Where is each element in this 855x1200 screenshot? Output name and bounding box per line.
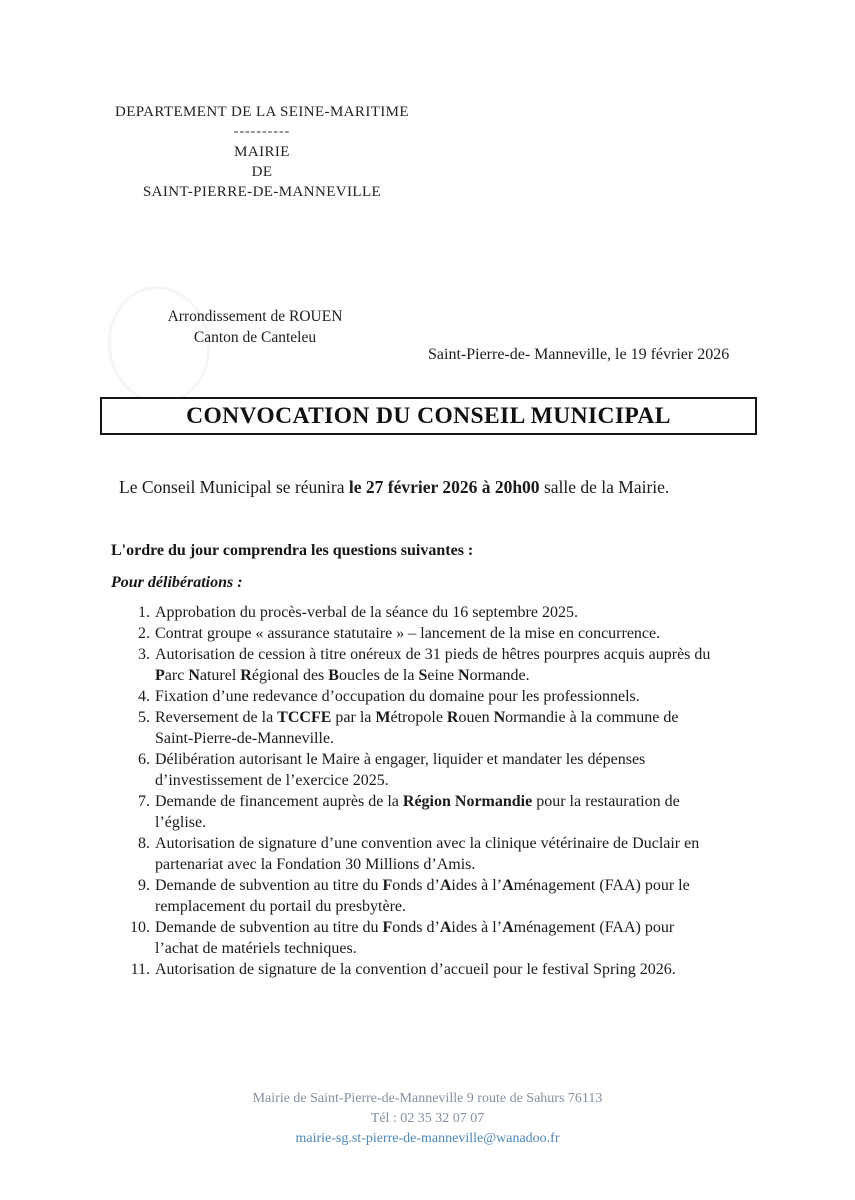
footer-address: Mairie de Saint-Pierre-de-Manneville 9 route de Sahurs 76113 — [252, 1091, 603, 1106]
document-title: CONVOCATION DU CONSEIL MUNICIPAL — [186, 402, 671, 429]
agenda-item-number: 9. — [138, 877, 150, 894]
agenda-item-line: remplacement du portail du presbytère. — [155, 898, 407, 915]
agenda-item-number: 1. — [138, 604, 150, 621]
letterhead-commune: SAINT-PIERRE-DE-MANNEVILLE — [142, 184, 382, 200]
agenda-item-line: Demande de financement auprès de la Région Normandie pour la restauration de — [155, 793, 680, 810]
agenda-heading: L'ordre du jour comprendra les questions suivantes : — [111, 542, 474, 559]
agenda-item — [128, 917, 778, 959]
agenda-item-line: partenariat avec la Fondation 30 Millions d’Amis. — [155, 856, 476, 873]
footer-phone: Tél : 02 35 32 07 07 — [370, 1111, 485, 1126]
agenda-item — [128, 791, 778, 833]
agenda-item — [128, 833, 778, 875]
agenda-item-line: Parc Naturel Régional des Boucles de la Seine Normande. — [155, 667, 530, 684]
agenda-item-number: 8. — [138, 835, 150, 852]
letterhead — [78, 102, 446, 202]
arrondissement-line: Arrondissement de ROUEN — [167, 308, 343, 325]
document-title-box — [100, 397, 757, 435]
agenda-item-line: Reversement de la TCCFE par la Métropole Rouen Normandie à la commune de — [155, 709, 679, 726]
agenda-item-line: l’achat de matériels techniques. — [155, 940, 357, 957]
footer — [0, 1089, 855, 1149]
agenda-item-line: Fixation d’une redevance d’occupation du domaine pour les professionnels. — [155, 688, 640, 705]
agenda-item-line: Demande de subvention au titre du Fonds d’Aides à l’Aménagement (FAA) pour — [155, 919, 675, 936]
meeting-sentence-suffix: salle de la Mairie. — [539, 477, 670, 497]
agenda-item-line: l’église. — [155, 814, 207, 831]
deliberations-heading: Pour délibérations : — [111, 574, 243, 591]
footer-email-link[interactable]: mairie-sg.st-pierre-de-manneville@wanadoo.fr — [295, 1131, 560, 1146]
agenda-item — [128, 875, 778, 917]
agenda-item-number: 2. — [138, 625, 150, 642]
canton-line: Canton de Canteleu — [193, 329, 317, 346]
letterhead-de: DE — [251, 164, 273, 180]
agenda-item-number: 10. — [130, 919, 150, 936]
meeting-date-bold: le 27 février 2026 à 20h00 — [348, 477, 540, 497]
agenda-item-line: Autorisation de signature de la convention d’accueil pour le festival Spring 2026. — [155, 961, 676, 978]
agenda-item-line: Autorisation de cession à titre onéreux de 31 pieds de hêtres pourpres acquis auprès du — [155, 646, 711, 663]
letterhead-separator: ---------- — [233, 124, 291, 139]
agenda-item-line: Délibération autorisant le Maire à engager, liquider et mandater les dépenses — [155, 751, 646, 768]
agenda-item-line: Contrat groupe « assurance statutaire » – lancement de la mise en concurrence. — [155, 625, 661, 642]
letterhead-mairie: MAIRIE — [234, 144, 290, 160]
agenda-item — [128, 707, 778, 749]
agenda-item-number: 11. — [130, 961, 150, 978]
agenda-item-number: 4. — [138, 688, 150, 705]
agenda-item-line: Autorisation de signature d’une convention avec la clinique vétérinaire de Duclair en — [155, 835, 700, 852]
agenda-item-line: Saint-Pierre-de-Manneville. — [155, 730, 335, 747]
agenda-item-line: d’investissement de l’exercice 2025. — [155, 772, 389, 789]
agenda-list — [128, 602, 778, 980]
agenda-item-number: 6. — [138, 751, 150, 768]
agenda-item — [128, 623, 778, 644]
agenda-item — [128, 686, 778, 707]
agenda-item-number: 3. — [138, 646, 150, 663]
agenda-item-number: 5. — [138, 709, 150, 726]
letterhead-department: DEPARTEMENT DE LA SEINE-MARITIME — [115, 104, 409, 120]
agenda-item-line: Approbation du procès-verbal de la séance du 16 septembre 2025. — [155, 604, 578, 621]
subheader — [150, 306, 360, 348]
agenda-item — [128, 602, 778, 623]
place-date-line: Saint-Pierre-de- Manneville, le 19 février 2026 — [428, 346, 730, 363]
meeting-sentence — [119, 477, 669, 498]
agenda-item — [128, 644, 778, 686]
meeting-sentence-prefix: Le Conseil Municipal se réunira — [119, 477, 349, 497]
agenda-item-line: Demande de subvention au titre du Fonds d’Aides à l’Aménagement (FAA) pour le — [155, 877, 690, 894]
agenda-item — [128, 749, 778, 791]
agenda-item-number: 7. — [138, 793, 150, 810]
agenda-item — [128, 959, 778, 980]
